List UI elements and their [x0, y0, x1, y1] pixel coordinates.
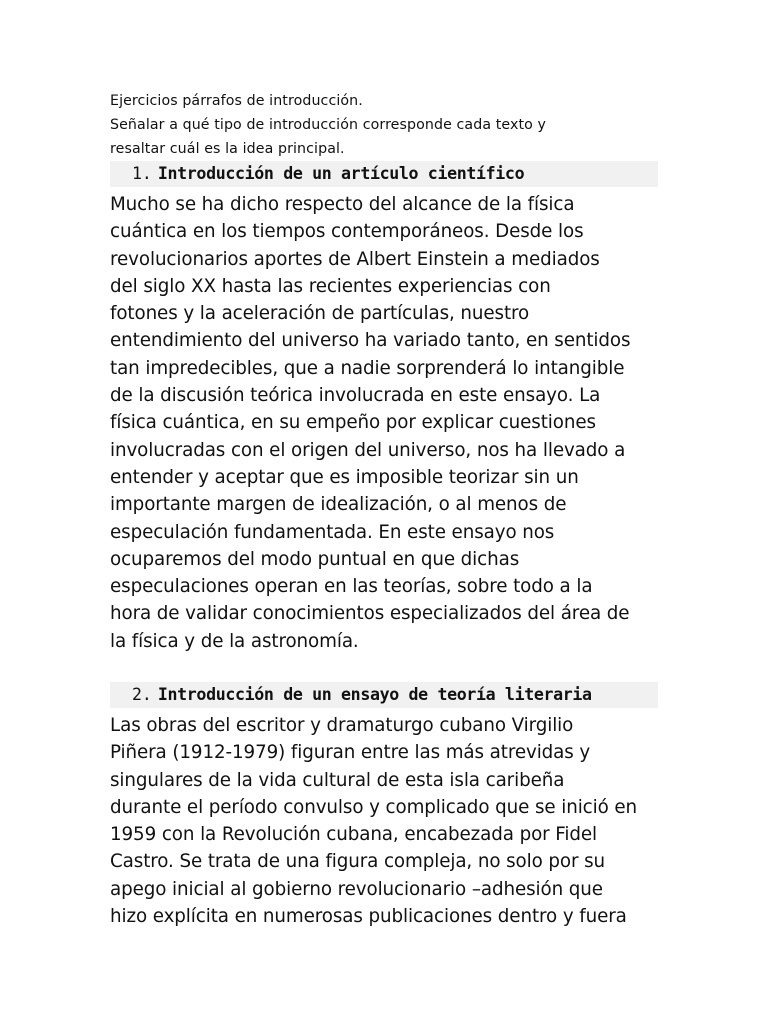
paragraph-line: revolucionarios aportes de Albert Einstein a mediados [110, 248, 600, 270]
paragraph-line: tan impredecibles, que a nadie sorprenderá lo intangible [110, 357, 625, 379]
section-number: 2. [132, 685, 152, 704]
section-title: Introducción de un artículo científico [157, 164, 525, 183]
instructions [110, 89, 670, 161]
paragraph-line: hora de validar conocimientos especializados del área de [110, 603, 630, 625]
paragraph-line: Piñera (1912-1979) figuran entre las más atrevidas y [110, 742, 591, 764]
paragraph-line: apego inicial al gobierno revolucionario –adhesión que [110, 878, 603, 900]
paragraph-2 [110, 712, 670, 930]
paragraph-line: involucradas con el origen del universo, nos ha llevado a [110, 439, 626, 461]
paragraph-line: Castro. Se trata de una figura compleja, no solo por su [110, 851, 606, 873]
instructions-line: resaltar cuál es la idea principal. [110, 141, 345, 157]
paragraph-line: 1959 con la Revolución cubana, encabezada por Fidel [110, 824, 597, 846]
paragraph-line: la física y de la astronomía. [110, 630, 359, 652]
paragraph-line: de la discusión teórica involucrada en este ensayo. La [110, 385, 601, 407]
paragraph-line: durante el período convulso y complicado que se inició en [110, 796, 638, 818]
paragraph-line: entendimiento del universo ha variado tanto, en sentidos [110, 330, 631, 352]
section-title: Introducción de un ensayo de teoría literaria [157, 685, 592, 704]
paragraph-line: fotones y la aceleración de partículas, nuestro [110, 303, 530, 325]
paragraph-line: física cuántica, en su empeño por explicar cuestiones [110, 412, 596, 434]
instructions-line: Señalar a qué tipo de introducción corresponde cada texto y [110, 117, 547, 133]
paragraph-line: ocuparemos del modo puntual en que dichas [110, 548, 520, 570]
paragraph-line: singulares de la vida cultural de esta isla caribeña [110, 769, 565, 791]
paragraph-line: del siglo XX hasta las recientes experiencias con [110, 275, 551, 297]
section-heading-2 [110, 682, 658, 708]
instructions-title: Ejercicios párrafos de introducción. [110, 93, 363, 109]
paragraph-line: Las obras del escritor y dramaturgo cubano Virgilio [110, 715, 574, 736]
paragraph-1 [110, 191, 670, 655]
section-number: 1. [132, 164, 152, 183]
paragraph-line: especulación fundamentada. En este ensayo nos [110, 521, 555, 543]
paragraph-line: especulaciones operan en las teorías, sobre todo a la [110, 576, 593, 598]
paragraph-line: importante margen de idealización, o al menos de [110, 494, 567, 516]
paragraph-line: hizo explícita en numerosas publicaciones dentro y fuera [110, 906, 627, 928]
paragraph-line: Mucho se ha dicho respecto del alcance de la física [110, 194, 575, 215]
paragraph-line: entender y aceptar que es imposible teorizar sin un [110, 466, 579, 488]
paragraph-line: cuántica en los tiempos contemporáneos. Desde los [110, 221, 584, 243]
section-heading-1 [110, 161, 658, 187]
